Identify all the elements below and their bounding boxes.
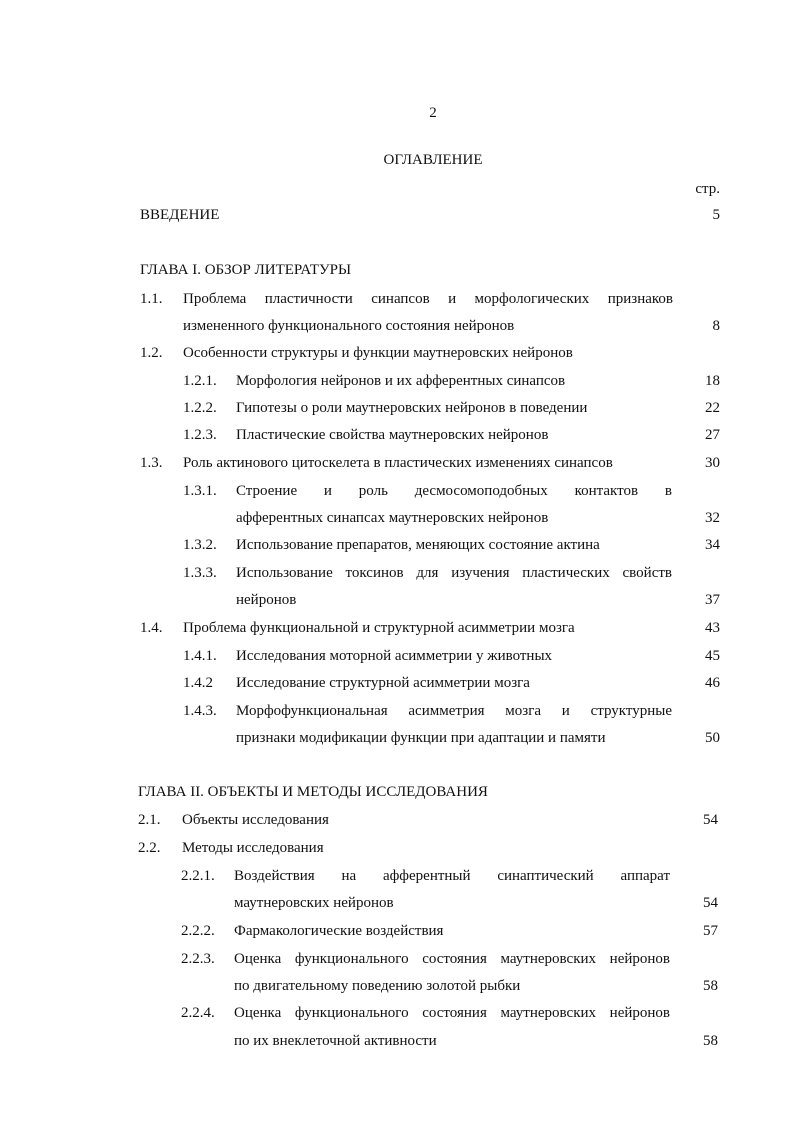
toc-1-3-page: 30 [705,455,720,471]
toc-1-3-3-line1: Использование токсинов для изучения пластических свойств [236,565,672,581]
toc-1-1-num: 1.1. [140,291,163,307]
toc-1-4-num: 1.4. [140,620,163,636]
toc-1-3-1-page: 32 [705,510,720,526]
page-number: 2 [429,105,437,121]
toc-2-2-4-page: 58 [703,1033,718,1049]
toc-1-2-1-num: 1.2.1. [183,373,217,389]
toc-2-2-4-num: 2.2.4. [181,1005,215,1021]
toc-1-4-1-page: 45 [705,648,720,664]
toc-1-2-2-page: 22 [705,400,720,416]
toc-1-3-2-num: 1.3.2. [183,537,217,553]
toc-1-3-3-line2: нейронов [236,592,297,608]
toc-1-2-title: Особенности структуры и функции маутнеровских нейронов [183,345,573,361]
toc-2-2-4-line2: по их внеклеточной активности [234,1033,437,1049]
toc-2-2-4-line1: Оценка функционального состояния маутнеровских нейронов [234,1005,670,1021]
toc-1-4-page: 43 [705,620,720,636]
toc-2-2-1-line2: маутнеровских нейронов [234,895,394,911]
toc-1-3-num: 1.3. [140,455,163,471]
toc-2-2-3-num: 2.2.3. [181,951,215,967]
toc-intro-page: 5 [712,207,720,223]
toc-1-1-line2: измененного функционального состояния нейронов [183,318,515,334]
toc-2-2-1-num: 2.2.1. [181,868,215,884]
page-column-label: стр. [695,181,720,197]
toc-1-4-1-title: Исследования моторной асимметрии у животных [236,648,553,664]
toc-1-3-1-line1: Строение и роль десмосомоподобных контактов в [236,483,672,499]
toc-2-2-2-page: 57 [703,923,718,939]
toc-1-2-num: 1.2. [140,345,163,361]
toc-1-4-2-page: 46 [705,675,720,691]
toc-1-4-2-title: Исследование структурной асимметрии мозга [236,675,530,691]
toc-intro-title: ВВЕДЕНИЕ [140,207,220,223]
toc-1-4-3-num: 1.4.3. [183,703,217,719]
toc-1-3-1-num: 1.3.1. [183,483,217,499]
toc-2-2-title: Методы исследования [182,840,324,856]
toc-1-4-title: Проблема функциональной и структурной асимметрии мозга [183,620,575,636]
toc-1-4-3-line1: Морфофункциональная асимметрия мозга и структурные [236,703,672,719]
toc-1-3-3-page: 37 [705,592,720,608]
toc-1-3-2-page: 34 [705,537,720,553]
toc-2-2-3-line1: Оценка функционального состояния маутнеровских нейронов [234,951,670,967]
toc-2-1-num: 2.1. [138,812,161,828]
toc-2-2-3-page: 58 [703,978,718,994]
toc-2-2-1-line1: Воздействия на афферентный синаптический аппарат [234,868,670,884]
toc-1-1-line1: Проблема пластичности синапсов и морфологических признаков [183,291,673,307]
toc-heading: ОГЛАВЛЕНИЕ [383,152,483,168]
toc-1-2-2-num: 1.2.2. [183,400,217,416]
toc-2-2-1-page: 54 [703,895,718,911]
toc-1-3-1-line2: афферентных синапсах маутнеровских нейронов [236,510,549,526]
toc-1-2-3-title: Пластические свойства маутнеровских нейронов [236,427,549,443]
toc-1-2-1-page: 18 [705,373,720,389]
toc-1-1-page: 8 [712,318,720,334]
toc-2-1-title: Объекты исследования [182,812,329,828]
toc-2-2-2-title: Фармакологические воздействия [234,923,444,939]
toc-2-2-3-line2: по двигательному поведению золотой рыбки [234,978,521,994]
toc-1-2-2-title: Гипотезы о роли маутнеровских нейронов в поведении [236,400,588,416]
toc-2-2-num: 2.2. [138,840,161,856]
toc-1-3-2-title: Использование препаратов, меняющих состояние актина [236,537,600,553]
chapter-2-title: ГЛАВА II. ОБЪЕКТЫ И МЕТОДЫ ИССЛЕДОВАНИЯ [138,784,488,800]
toc-1-4-3-line2: признаки модификации функции при адаптации и памяти [236,730,606,746]
chapter-1-title: ГЛАВА I. ОБЗОР ЛИТЕРАТУРЫ [140,262,352,278]
toc-1-3-3-num: 1.3.3. [183,565,217,581]
toc-1-4-3-page: 50 [705,730,720,746]
toc-1-4-1-num: 1.4.1. [183,648,217,664]
toc-1-2-3-page: 27 [705,427,720,443]
toc-1-2-1-title: Морфология нейронов и их афферентных синапсов [236,373,566,389]
toc-1-2-3-num: 1.2.3. [183,427,217,443]
toc-1-3-title: Роль актинового цитоскелета в пластических изменениях синапсов [183,455,613,471]
toc-2-1-page: 54 [703,812,718,828]
toc-1-4-2-num: 1.4.2 [183,675,213,691]
toc-2-2-2-num: 2.2.2. [181,923,215,939]
